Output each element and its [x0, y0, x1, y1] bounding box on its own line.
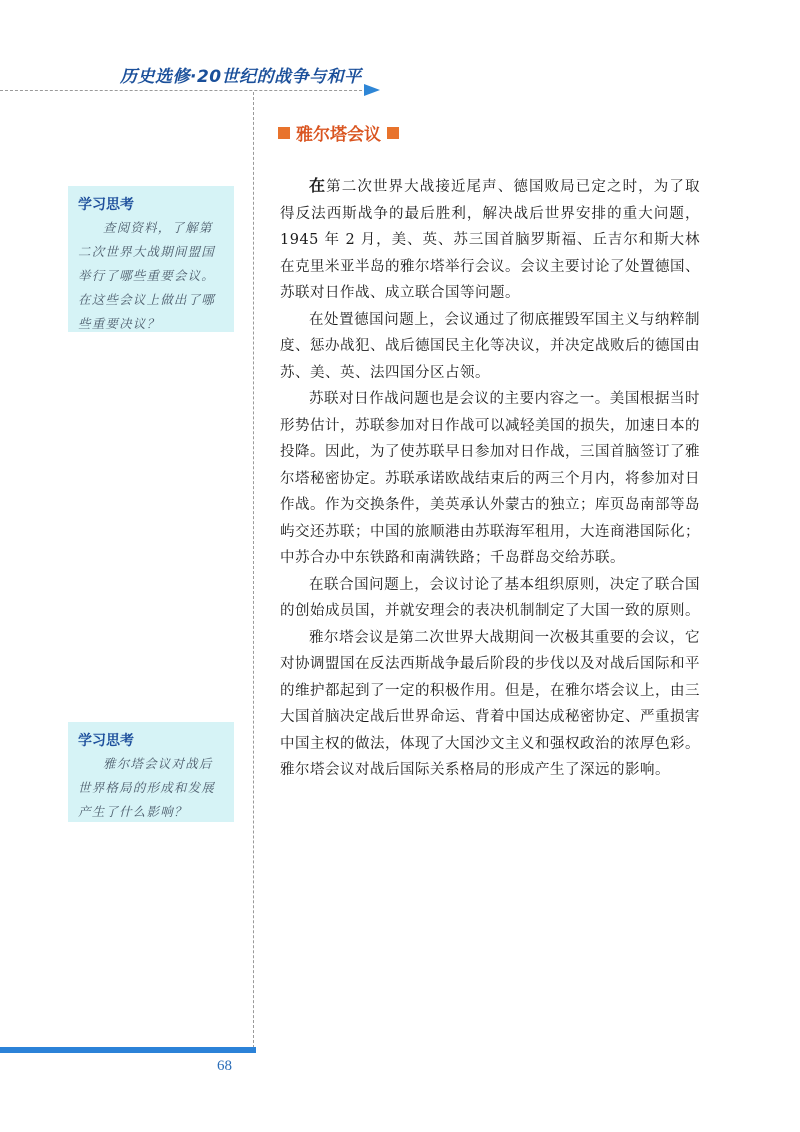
square-bullet-icon: [387, 127, 399, 139]
first-character: 在: [309, 176, 327, 195]
running-header-title: 历史选修·20世纪的战争与和平: [120, 67, 362, 87]
vertical-dashed-divider: [253, 92, 254, 1048]
header-arrow-icon: [364, 84, 380, 96]
paragraph-text: 第二次世界大战接近尾声、德国败局已定之时，为了取得反法西斯战争的最后胜利，解决战后世界安排的重大问题，1945 年 2 月，美、英、苏三国首脑罗斯福、丘吉尔和斯大林在克里米亚半岛的雅尔塔举行会议。会议主要讨论了处置德国、苏联对日作战、成立联合国等问题。: [280, 179, 700, 301]
section-heading: [278, 120, 399, 145]
main-body-text: [280, 173, 700, 784]
footer-blue-bar: [0, 1047, 256, 1053]
study-thinking-text: 查阅资料，了解第二次世界大战期间盟国举行了哪些重要会议。在这些会议上做出了哪些重要决议？: [78, 220, 216, 331]
study-thinking-title: 学习思考: [78, 197, 134, 213]
study-thinking-box: [68, 722, 234, 822]
paragraph: 苏联对日作战问题也是会议的主要内容之一。美国根据当时形势估计，苏联参加对日作战可以减轻美国的损失，加速日本的投降。因此，为了使苏联早日参加对日作战，三国首脑签订了雅尔塔秘密协定。苏联承诺欧战结束后的两三个月内，将参加对日作战。作为交换条件，美英承认外蒙古的独立；库页岛南部等岛屿交还苏联；中国的旅顺港由苏联海军租用，大连商港国际化；中苏合办中东铁路和南满铁路；千岛群岛交给苏联。: [280, 391, 700, 566]
paragraph: [280, 173, 700, 307]
paragraph: 雅尔塔会议是第二次世界大战期间一次极其重要的会议，它对协调盟国在反法西斯战争最后阶段的步伐以及对战后国际和平的维护都起到了一定的积极作用。但是，在雅尔塔会议上，由三大国首脑决定战后世界命运、背着中国达成秘密协定、严重损害中国主权的做法，体现了大国沙文主义和强权政治的浓厚色彩。雅尔塔会议对战后国际关系格局的形成产生了深远的影响。: [280, 629, 700, 778]
study-thinking-box: [68, 186, 234, 332]
study-thinking-title: 学习思考: [78, 733, 134, 749]
page-number: 68: [217, 1058, 232, 1074]
header-dashed-rule: [0, 90, 372, 91]
paragraph: 在联合国问题上，会议讨论了基本组织原则，决定了联合国的创始成员国，并就安理会的表决机制制定了大国一致的原则。: [280, 576, 700, 619]
section-heading-text: 雅尔塔会议: [296, 125, 381, 145]
study-thinking-text: 雅尔塔会议对战后世界格局的形成和发展产生了什么影响？: [78, 756, 216, 819]
square-bullet-icon: [278, 127, 290, 139]
paragraph: 在处置德国问题上，会议通过了彻底摧毁军国主义与纳粹制度、惩办战犯、战后德国民主化等决议，并决定战败后的德国由苏、美、英、法四国分区占领。: [280, 311, 700, 381]
